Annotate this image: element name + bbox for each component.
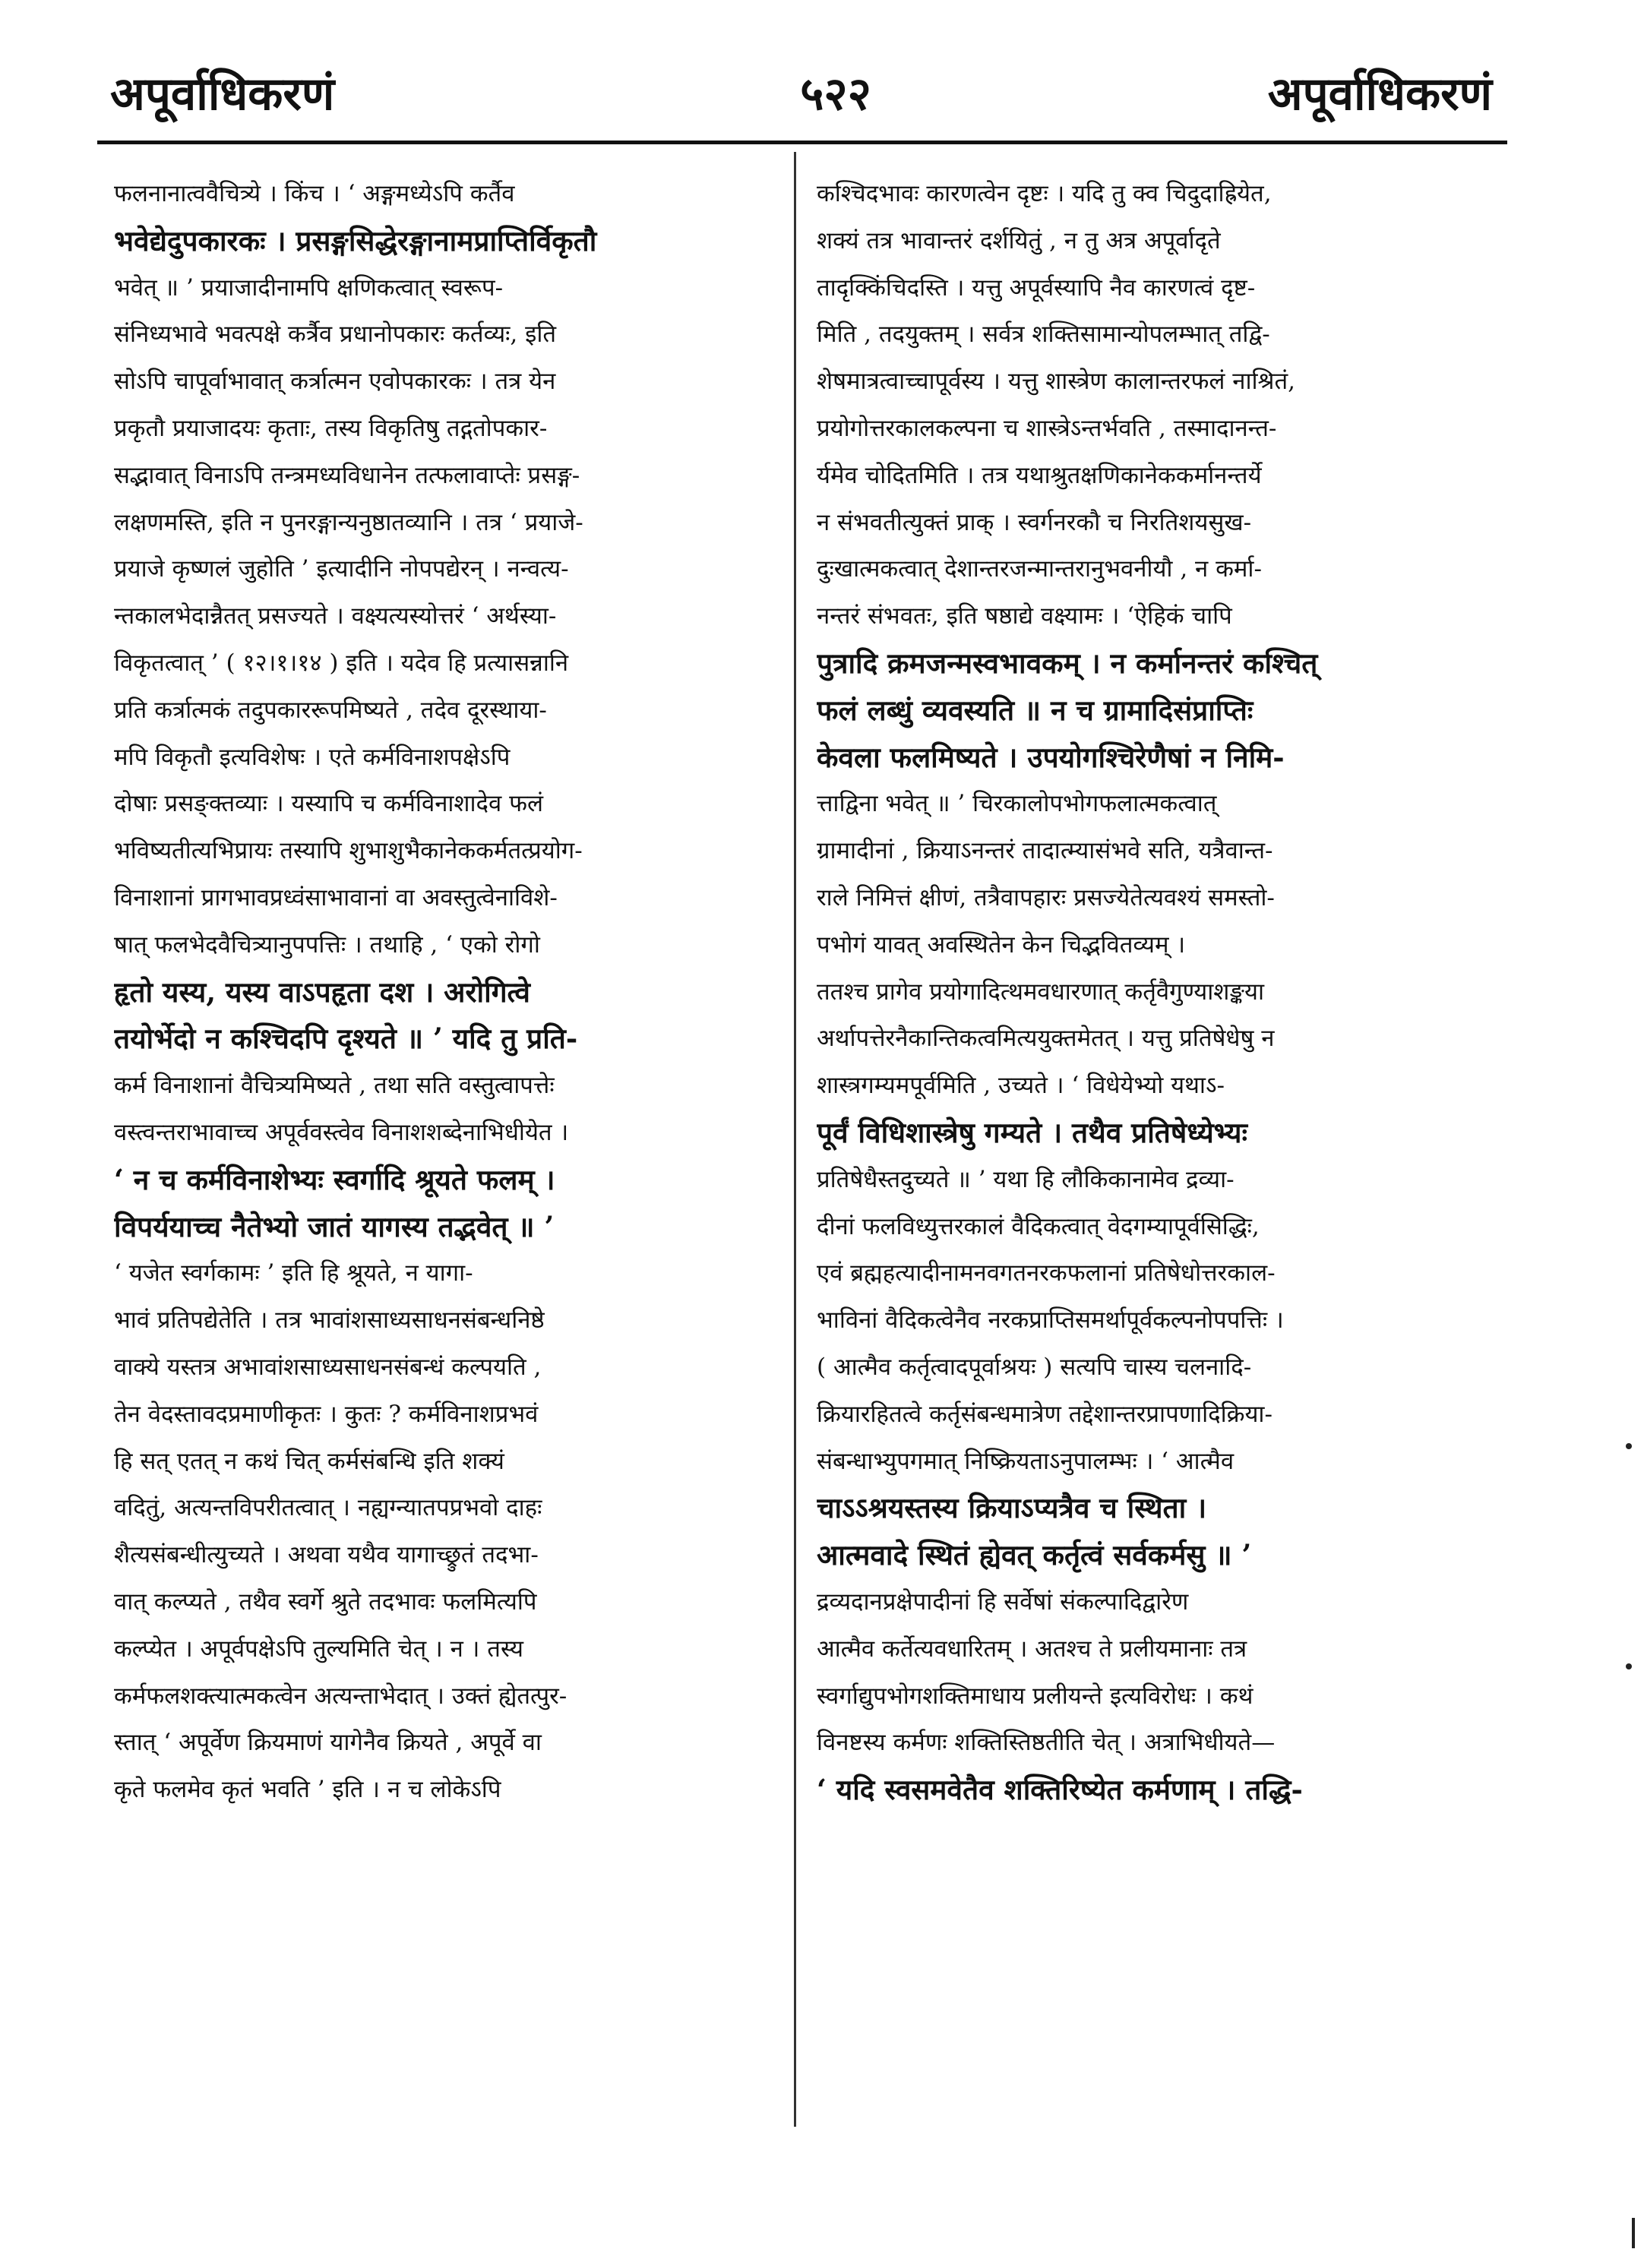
text-line: न संभवतीत्युक्तं प्राक् । स्वर्गनरकौ च निरतिशयसुख- xyxy=(817,508,1252,536)
text-line: विनष्टस्य कर्मणः शक्तिस्तिष्ठतीति चेत् । अत्राभिधीयते— xyxy=(817,1729,1276,1757)
text-line: शैत्यसंबन्धीत्युच्यते । अथवा यथैव यागाच्छ्रुतं तदभा- xyxy=(114,1541,539,1569)
text-line: विकृतत्वात् ’ ( १२।१।१४ ) इति । यदेव हि प्रत्यासन्नानि xyxy=(114,649,569,677)
text-line: प्रयोगोत्तरकालकल्पना च शास्त्रेऽन्तर्भवति , तस्मादानन्त- xyxy=(817,414,1277,442)
text-line: वदितुं, अत्यन्तविपरीतत्वात् । नह्यग्न्यातपप्रभवो दाहः xyxy=(114,1494,542,1522)
text-line: तयोर्भेदो न कश्चिदपि दृश्यते ॥ ’ यदि तु प्रति- xyxy=(114,1022,578,1056)
text-line: कृते फलमेव कृतं भवति ’ इति । न च लोकेऽपि xyxy=(114,1776,501,1804)
text-line: ततश्च प्रागेव प्रयोगादित्थमवधारणात् कर्तृवैगुण्याशङ्कया xyxy=(817,978,1265,1006)
scan-mark xyxy=(1626,1443,1632,1449)
text-line: भविष्यतीत्यभिप्रायः तस्यापि शुभाशुभैकानेककर्मतत्प्रयोग- xyxy=(114,837,583,865)
text-line: पूर्वं विधिशास्त्रेषु गम्यते । तथैव प्रतिषेध्येभ्यः xyxy=(817,1115,1247,1149)
text-line: मिति , तदयुक्तम् । सर्वत्र शक्तिसामान्योपलम्भात् तद्वि- xyxy=(817,321,1270,349)
text-line: विनाशानां प्रागभावप्रध्वंसाभावानां वा अवस्तुत्वेनाविशे- xyxy=(114,883,558,911)
header-rule xyxy=(97,141,1507,144)
text-line: दुःखात्मकत्वात् देशान्तरजन्मान्तरानुभवनीयौ , न कर्मा- xyxy=(817,555,1262,583)
scan-mark xyxy=(1626,1663,1632,1669)
text-line: ‘ यजेत स्वर्गकामः ’ इति हि श्रूयते, न यागा- xyxy=(114,1259,473,1287)
text-line: षात् फलभेदवैचित्र्यानुपपत्तिः । तथाहि , ‘ एको रोगो xyxy=(114,930,540,959)
text-line: पभोगं यावत् अवस्थितेन केन चिद्भवितव्यम् । xyxy=(817,930,1186,959)
text-line: प्रति कर्त्रात्मकं तदुपकाररूपमिष्यते , तदेव दूरस्थाया- xyxy=(114,696,547,724)
running-header xyxy=(0,0,1644,137)
text-line: संनिध्यभावे भवत्पक्षे कर्त्रैव प्रधानोपकारः कर्तव्यः, इति xyxy=(114,321,557,349)
text-line: तादृक्किंचिदस्ति । यत्तु अपूर्वस्यापि नैव कारणत्वं दृष्ट- xyxy=(817,273,1256,302)
text-line: भवेत् ॥ ’ प्रयाजादीनामपि क्षणिकत्वात् स्वरूप- xyxy=(114,273,504,302)
text-line: एवं ब्रह्महत्यादीनामनवगतनरकफलानां प्रतिषेधोत्तरकाल- xyxy=(817,1259,1276,1287)
text-line: क्रियारहितत्वे कर्तृसंबन्धमात्रेण तद्देशान्तरप्रापणादिक्रिया- xyxy=(817,1400,1273,1428)
running-title-left: अपूर्वाधिकरणं xyxy=(110,68,335,121)
text-line: भवेद्येदुपकारकः । प्रसङ्गसिद्धेरङ्गानामप्राप्तिर्विकृतौ xyxy=(114,223,597,257)
text-line: भाविनां वैदिकत्वेनैव नरकप्राप्तिसमर्थापूर्वकल्पनोपपत्तिः । xyxy=(817,1306,1284,1335)
text-line: शक्यं तत्र भावान्तरं दर्शयितुं , न तु अत्र अपूर्वादृते xyxy=(817,226,1221,254)
text-line: ( आत्मैव कर्तृत्वादपूर्वाश्रयः ) सत्यपि चास्य चलनादि- xyxy=(817,1353,1252,1381)
text-line: केवला फलमिष्यते । उपयोगश्चिरेणैषां न निमि- xyxy=(817,740,1285,774)
text-line: हि सत् एतत् न कथं चित् कर्मसंबन्धि इति शक्यं xyxy=(114,1447,504,1475)
running-title-right: अपूर्वाधिकरणं xyxy=(1267,68,1492,121)
text-line: राले निमित्तं क्षीणं, तत्रैवापहारः प्रसज्येतेत्यवश्यं समस्तो- xyxy=(817,883,1275,911)
text-line: स्वर्गाद्युपभोगशक्तिमाधाय प्रलीयन्ते इत्यविरोधः । कथं xyxy=(817,1682,1254,1710)
text-line: लक्षणमस्ति, इति न पुनरङ्गान्यनुष्ठातव्यानि । तत्र ‘ प्रयाजे- xyxy=(114,508,583,536)
text-line: चाऽऽश्रयस्तस्य क्रियाऽप्यत्रैव च स्थिता । xyxy=(817,1491,1207,1525)
text-line: ग्रामादीनां , क्रियाऽनन्तरं तादात्म्यासंभवे सति, यत्रैवान्त- xyxy=(817,837,1273,865)
text-line: स्तात् ‘ अपूर्वेण क्रियमाणं यागेनैव क्रियते , अपूर्वे वा xyxy=(114,1729,542,1757)
text-line: त्ताद्विना भवेत् ॥ ’ चिरकालोपभोगफलात्मकत्वात् xyxy=(817,790,1217,818)
text-line: फलं लब्धुं व्यवस्यति ॥ न च ग्रामादिसंप्राप्तिः xyxy=(817,693,1254,727)
text-line: वाक्ये यस्तत्र अभावांशसाध्यसाधनसंबन्धं कल्पयति , xyxy=(114,1353,542,1381)
text-line: सद्भावात् विनाऽपि तन्त्रमध्यविधानेन तत्फलावाप्तेः प्रसङ्ग- xyxy=(114,461,580,489)
text-line: प्रयाजे कृष्णलं जुहोति ’ इत्यादीनि नोपपद्येरन् । नन्वत्य- xyxy=(114,555,569,583)
page-number: ५२२ xyxy=(800,68,871,121)
text-line: अर्थापत्तेरनैकान्तिकत्वमित्ययुक्तमेतत् । यत्तु प्रतिषेधेषु न xyxy=(817,1025,1275,1053)
text-line: न्तकालभेदान्नैतत् प्रसज्यते । वक्ष्यत्यस्योत्तरं ‘ अर्थस्या- xyxy=(114,602,557,630)
text-line: विपर्ययाच्च नैतेभ्यो जातं यागस्य तद्भवेत् ॥ ’ xyxy=(114,1209,555,1243)
text-line: सोऽपि चापूर्वाभावात् कर्त्रात्मन एवोपकारकः । तत्र येन xyxy=(114,368,556,396)
text-line: आत्मवादे स्थितं ह्येवत् कर्तृत्वं सर्वकर्मसु ॥ ’ xyxy=(817,1538,1252,1572)
column-divider xyxy=(794,152,796,2127)
left-column xyxy=(114,171,771,2131)
text-line: कर्मफलशक्त्यात्मकत्वेन अत्यन्ताभेदात् । उक्तं ह्येतत्पुर- xyxy=(114,1682,567,1710)
text-line: कल्प्येत । अपूर्वपक्षेऽपि तुल्यमिति चेत् । न । तस्य xyxy=(114,1635,523,1663)
text-line: भावं प्रतिपद्येतेति । तत्र भावांशसाध्यसाधनसंबन्धनिष्ठे xyxy=(114,1306,545,1335)
text-line: वात् कल्प्यते , तथैव स्वर्गे श्रुते तदभावः फलमित्यपि xyxy=(114,1587,537,1616)
text-line: ‘ न च कर्मविनाशेभ्यः स्वर्गादि श्रूयते फलम् । xyxy=(114,1162,555,1196)
scan-mark xyxy=(1632,2218,1635,2248)
text-line: प्रकृतौ प्रयाजादयः कृताः, तस्य विकृतिषु तद्गतोपकार- xyxy=(114,414,548,442)
text-line: हृतो यस्य, यस्य वाऽपहृता दश । अरोगित्वे xyxy=(114,974,530,1009)
text-line: र्यमेव चोदितमिति । तत्र यथाश्रुतक्षणिकानेककर्मानन्तर्ये xyxy=(817,461,1262,489)
right-column xyxy=(817,171,1478,2131)
text-line: ‘ यदि स्वसमवेतैव शक्तिरिष्येत कर्मणाम् । तद्धि- xyxy=(817,1773,1303,1807)
text-line: आत्मैव कर्तेत्यवधारितम् । अतश्च ते प्रलीयमानाः तत्र xyxy=(817,1635,1247,1663)
text-line: वस्त्वन्तराभावाच्च अपूर्ववस्त्वेव विनाशशब्देनाभिधीयेत । xyxy=(114,1118,569,1146)
text-line: कश्चिदभावः कारणत्वेन दृष्टः । यदि तु क्व चिदुदाह्रियेत, xyxy=(817,180,1272,207)
text-line: संबन्धाभ्युपगमात् निष्क्रियताऽनुपालम्भः । ‘ आत्मैव xyxy=(817,1447,1235,1475)
text-line: दोषाः प्रसङ्क्तव्याः । यस्यापि च कर्मविनाशादेव फलं xyxy=(114,790,544,818)
text-line: तेन वेदस्तावदप्रमाणीकृतः । कुतः ? कर्मविनाशप्रभवं xyxy=(114,1400,539,1428)
text-line: दीनां फलविध्युत्तरकालं वैदिकत्वात् वेदगम्यापूर्वसिद्धिः, xyxy=(817,1212,1260,1240)
text-line: नन्तरं संभवतः, इति षष्ठाद्ये वक्ष्यामः । ‘ऐहिकं चापि xyxy=(817,602,1232,630)
text-line: फलनानात्ववैचित्र्ये । किंच । ‘ अङ्गमध्येऽपि कर्तैव xyxy=(114,180,515,207)
text-line: शेषमात्रत्वाच्चापूर्वस्य । यत्तु शास्त्रेण कालान्तरफलं नाश्रितं, xyxy=(817,368,1295,396)
text-line: मपि विकृतौ इत्यविशेषः । एते कर्मविनाशपक्षेऽपि xyxy=(114,743,511,771)
text-line: कर्म विनाशानां वैचित्र्यमिष्यते , तथा सति वस्तुत्वापत्तेः xyxy=(114,1072,555,1100)
text-line: द्रव्यदानप्रक्षेपादीनां हि सर्वेषां संकल्पादिद्वारेण xyxy=(817,1587,1189,1616)
text-line: शास्त्रगम्यमपूर्वमिति , उच्यते । ‘ विधेयेभ्यो यथाऽ- xyxy=(817,1072,1225,1100)
text-line: पुत्रादि क्रमजन्मस्वभावकम् । न कर्मानन्तरं कश्चित् xyxy=(817,646,1318,680)
text-line: प्रतिषेधैस्तदुच्यते ॥ ’ यथा हि लौकिकानामेव द्रव्या- xyxy=(817,1165,1235,1193)
